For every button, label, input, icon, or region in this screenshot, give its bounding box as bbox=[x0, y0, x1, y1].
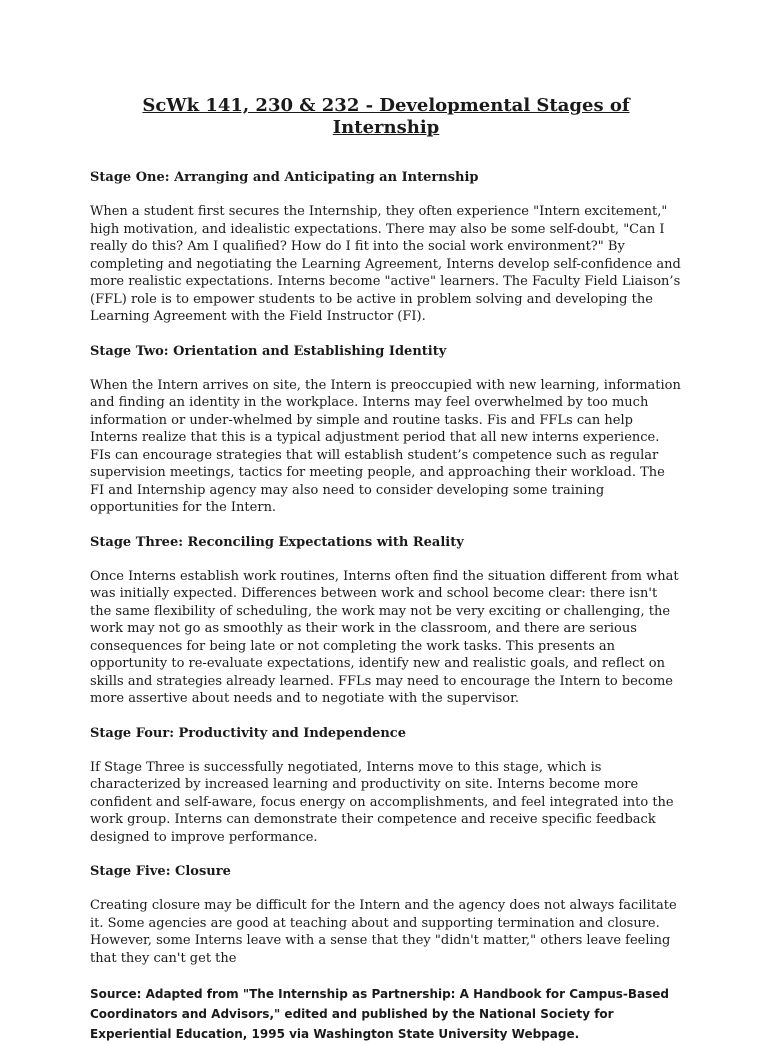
section-heading: Stage One: Arranging and Anticipating an Internship bbox=[90, 170, 479, 185]
section-stage-four bbox=[90, 725, 682, 847]
section-heading: Stage Four: Productivity and Independence bbox=[90, 725, 406, 741]
section-stage-five bbox=[90, 863, 682, 967]
section-body: Creating closure may be difficult for the Intern and the agency does not always facilitate it. Some agencies are good at teaching about and supporting termination and closure. However, some Interns leave with a sense that they "didn't matter," others leave feeling that they can't get the bbox=[90, 898, 677, 966]
section-heading: Stage Three: Reconciling Expectations with Reality bbox=[90, 534, 464, 550]
section-stage-three bbox=[90, 534, 682, 708]
section-stage-one bbox=[90, 169, 682, 326]
section-heading: Stage Two: Orientation and Establishing Identity bbox=[90, 343, 447, 359]
section-body: If Stage Three is successfully negotiated, Interns move to this stage, which is characterized by increased learning and productivity on site. Interns become more confident and self-aware, focus energy on accomplishments, and feel integrated into the work group. Interns can demonstrate their competence and receive specific feedback designed to improve performance. bbox=[90, 759, 674, 845]
document-title: ScWk 141, 230 & 232 - Developmental Stages of Internship bbox=[142, 95, 630, 138]
section-body: When a student first secures the Internship, they often experience "Intern excitement," high motivation, and idealistic expectations. There may also be some self-doubt, "Can I really do this? Am I qualified? How do I fit into the social work environment?" By completing and negotiating the Learning Agreement, Interns develop self-confidence and more realistic expectations. Interns become "active" learners. The Faculty Field Liaison’s (FFL) role is to empower students to be active in problem solving and developing the Learning Agreement with the Field Instructor (FI). bbox=[90, 204, 681, 324]
section-stage-two bbox=[90, 343, 682, 517]
section-body: When the Intern arrives on site, the Intern is preoccupied with new learning, information and finding an identity in the workplace. Interns may feel overwhelmed by too much information or under-whelmed by simple and routine tasks. Fis and FFLs can help Interns realize that this is a typical adjustment period that all new interns experience. FIs can encourage strategies that will establish student’s competence such as regular supervision meetings, tactics for meeting people, and approaching their workload. The FI and Internship agency may also need to consider developing some training opportunities for the Intern. bbox=[90, 377, 681, 515]
source-citation: Source: Adapted from "The Internship as Partnership: A Handbook for Campus-Based Coordinators and Advisors," edited and published by the National Society for Experiential Education, 1995 via Washington State University Webpage. bbox=[90, 987, 669, 1041]
section-heading: Stage Five: Closure bbox=[90, 864, 231, 879]
section-body: Once Interns establish work routines, Interns often find the situation different from what was initially expected. Differences between work and school become clear: there isn't the same flexibility of scheduling, the work may not be very exciting or challenging, the work may not go as smoothly as their work in the classroom, and there are serious consequences for being late or not completing the work tasks. This presents an opportunity to re-evaluate expectations, identify new and realistic goals, and reflect on skills and strategies already learned. FFLs may need to encourage the Intern to become more assertive about needs and to negotiate with the supervisor. bbox=[90, 568, 679, 706]
